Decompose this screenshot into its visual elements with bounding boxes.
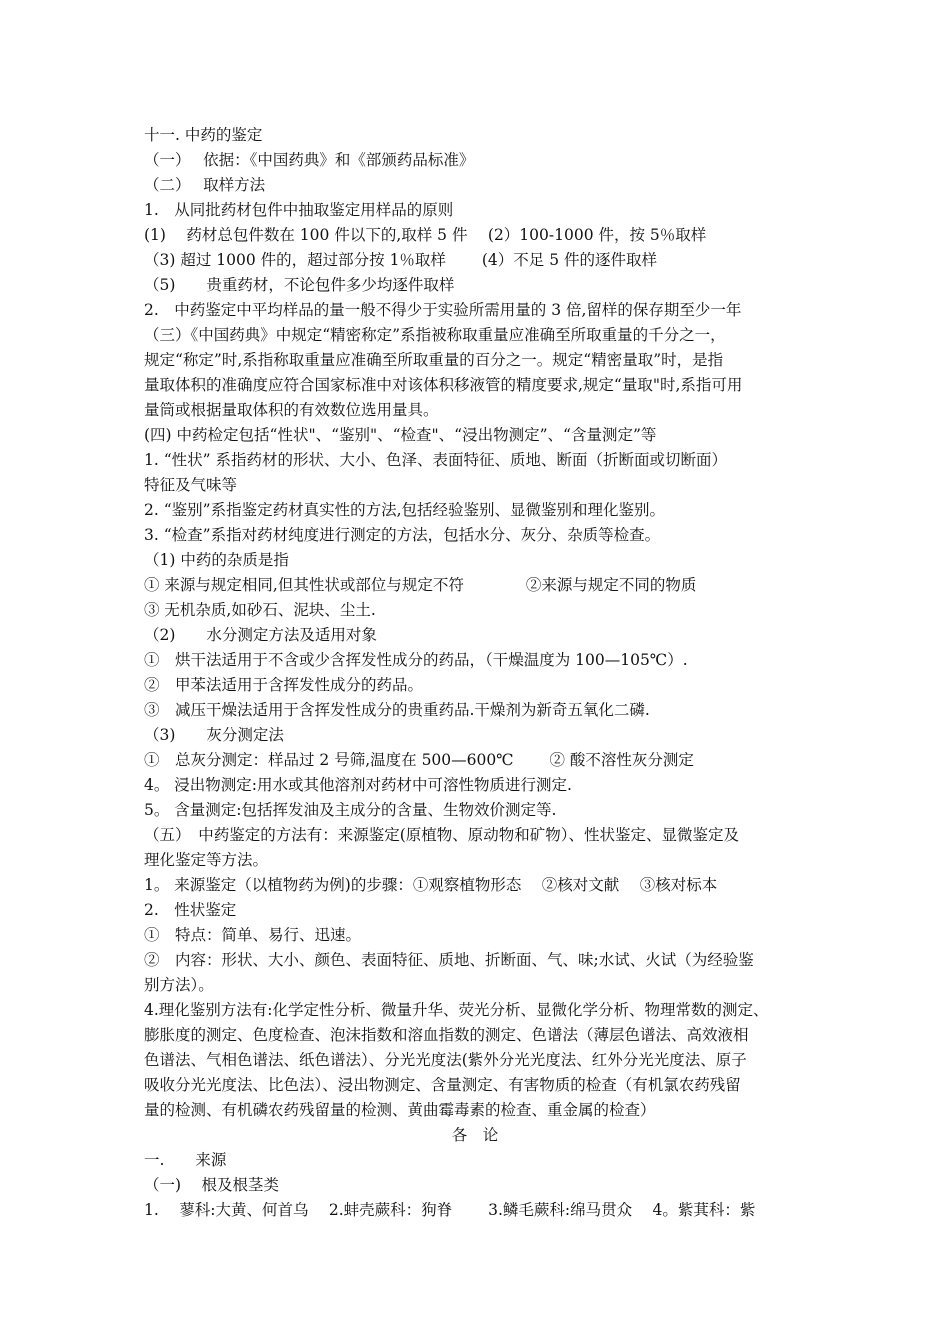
text-line: ③ 减压干燥法适用于含挥发性成分的贵重药品.干燥剂为新奇五氧化二磷. <box>144 701 650 719</box>
text-line: 5。 含量测定:包括挥发油及主成分的含量、生物效价测定等. <box>144 801 557 819</box>
text-line: （二） 取样方法 <box>144 176 266 194</box>
text-line: 量筒或根据量取体积的有效数位选用量具。 <box>144 401 439 419</box>
text-line: （3) 超过 1000 件的，超过部分按 1％取样 (4）不足 5 件的逐件取样 <box>144 251 657 269</box>
text-line: （五） 中药鉴定的方法有：来源鉴定(原植物、原动物和矿物）、性状鉴定、显微鉴定及 <box>144 826 740 844</box>
text-line: ② 内容：形状、大小、颜色、表面特征、质地、折断面、气、味;水试、火试（为经验鉴 <box>144 951 754 969</box>
text-line: 2. 性状鉴定 <box>144 901 237 919</box>
text-line: 1. 从同批药材包件中抽取鉴定用样品的原则 <box>144 201 454 219</box>
text-line: ① 烘干法适用于不含或少含挥发性成分的药品，（干燥温度为 100—105℃）. <box>144 651 688 669</box>
text-line: （3) 灰分测定法 <box>144 726 284 744</box>
text-line: （一） 依据：《中国药典》和《部颁药品标准》 <box>144 151 475 169</box>
text-line: ② 甲苯法适用于含挥发性成分的药品。 <box>144 676 424 694</box>
text-line: （1) 中药的杂质是指 <box>144 551 289 569</box>
text-line: ① 特点：简单、易行、迅速。 <box>144 926 362 944</box>
text-line: ① 来源与规定相同,但其性状或部位与规定不符 ②来源与规定不同的物质 <box>144 576 697 594</box>
text-line: 色谱法、气相色谱法、纸色谱法）、分光光度法(紫外分光光度法、红外分光光度法、原子 <box>144 1051 747 1069</box>
text-line: 2. “鉴别”系指鉴定药材真实性的方法,包括经验鉴别、显微鉴别和理化鉴别。 <box>144 501 665 519</box>
text-line: 1. 蓼科:大黄、何首乌 2.蚌壳蕨科：狗脊 3.鳞毛蕨科:绵马贯众 4。紫萁科：紫 <box>144 1201 756 1219</box>
text-line: 3. “检查”系指对药材纯度进行测定的方法，包括水分、灰分、杂质等检查。 <box>144 526 661 544</box>
text-line: 1。 来源鉴定（以植物药为例)的步骤：①观察植物形态 ②核对文献 ③核对标本 <box>144 876 718 894</box>
text-line: (四) 中药检定包括“性状"、“鉴别"、“检查"、“浸出物测定”、“含量测定”等 <box>144 426 657 444</box>
chapter-heading: 各 论 <box>451 1126 499 1144</box>
text-line: 规定“称定”时,系指称取重量应准确至所取重量的百分之一。规定“精密量取”时，是指 <box>144 351 724 369</box>
text-line: 4。 浸出物测定:用水或其他溶剂对药材中可溶性物质进行测定. <box>144 776 572 794</box>
text-line: 1. “性状” 系指药材的形状、大小、色泽、表面特征、质地、断面（折断面或切断面） <box>144 451 727 469</box>
text-line: 2. 中药鉴定中平均样品的量一般不得少于实验所需用量的 3 倍,留样的保存期至少一年 <box>144 301 742 319</box>
text-line: ① 总灰分测定：样品过 2 号筛,温度在 500—600℃ ② 酸不溶性灰分测定 <box>144 751 694 769</box>
text-line: 别方法）。 <box>144 976 214 994</box>
text-line: 理化鉴定等方法。 <box>144 851 269 869</box>
text-line: 一. 来源 <box>144 1151 227 1169</box>
text-line: 膨胀度的测定、色度检查、泡沫指数和溶血指数的测定、色谱法（薄层色谱法、高效液相 <box>144 1026 749 1044</box>
text-line: 吸收分光光度法、比色法）、浸出物测定、含量测定、有害物质的检查（有机氯农药残留 <box>144 1076 741 1094</box>
text-line: （5) 贵重药材，不论包件多少均逐件取样 <box>144 276 455 294</box>
text-line: 量的检测、有机磷农药残留量的检测、黄曲霉毒素的检查、重金属的检查） <box>144 1101 656 1119</box>
text-line: （一) 根及根茎类 <box>144 1176 279 1194</box>
section-heading: 十一. 中药的鉴定 <box>144 126 263 144</box>
text-line: 量取体积的准确度应符合国家标准中对该体积移液管的精度要求,规定“量取"时,系指可用 <box>144 376 743 394</box>
text-line: 4.理化鉴别方法有:化学定性分析、微量升华、荧光分析、显微化学分析、物理常数的测定、 <box>144 1001 769 1019</box>
text-line: ③ 无机杂质,如砂石、泥块、尘土. <box>144 601 376 619</box>
text-line: (1) 药材总包件数在 100 件以下的,取样 5 件 (2）100-1000 件，按 5％取样 <box>144 226 707 244</box>
text-line: 特征及气味等 <box>144 476 238 494</box>
text-line: （2) 水分测定方法及适用对象 <box>144 626 377 644</box>
text-line: （三）《中国药典》中规定“精密称定”系指被称取重量应准确至所取重量的千分之一， <box>144 326 726 344</box>
